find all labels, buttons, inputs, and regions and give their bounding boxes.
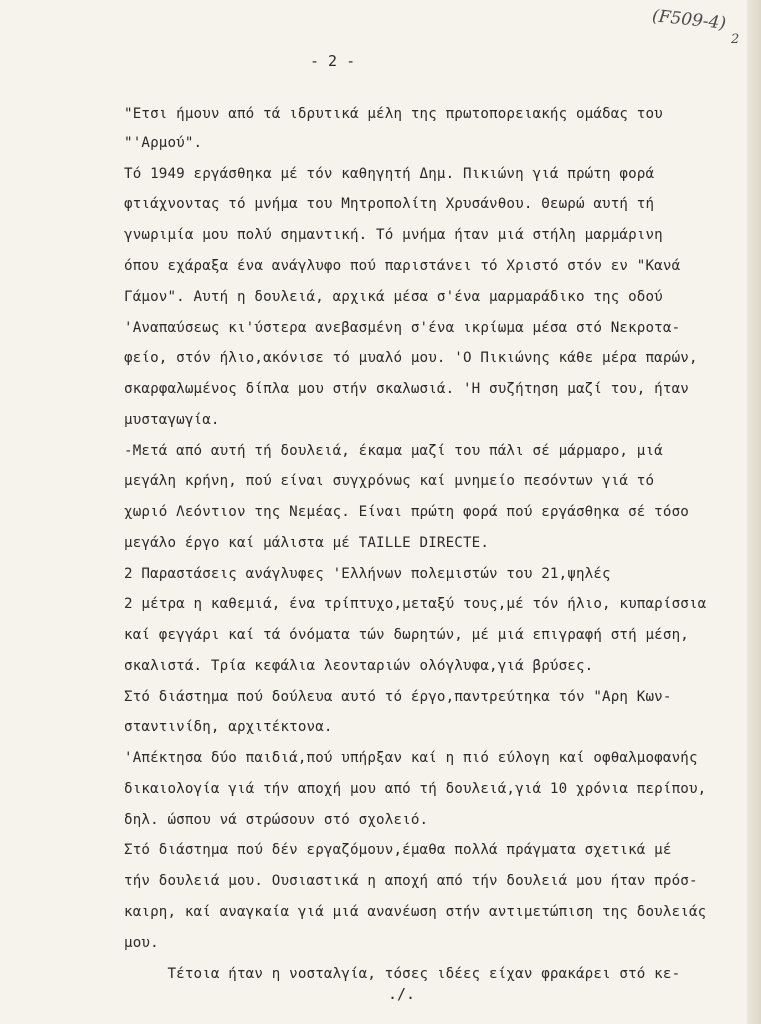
- text-line: μου.: [124, 935, 159, 951]
- text-line: σκαλιστά. Τρία κεφάλια λεονταριών ολόγλυφα,γιά βρύσες.: [124, 658, 594, 674]
- page-number: - 2 -: [310, 52, 356, 70]
- text-line: τήν δουλειά μου. Ουσιαστικά η αποχή από τήν δουλειά μου ήταν πρόσ-: [124, 873, 698, 889]
- text-line: 'Απέκτησα δύο παιδιά,πού υπήρξαν καί η πιό εύλογη καί οφθαλμοφανής: [124, 750, 698, 766]
- text-line: μυσταγωγία.: [124, 412, 220, 428]
- text-line: μεγάλο έργο καί μάλιστα μέ TAILLE DIRECTE.: [124, 535, 490, 551]
- text-line: χωριό Λεόντιον της Νεμέας. Είναι πρώτη φορά πού εργάσθηκα σέ τόσο: [124, 504, 689, 520]
- text-line: όπου εχάραξα ένα ανάγλυφο πού παριστάνει τό Χριστό στόν εν "Κανά: [124, 258, 681, 274]
- text-line: γνωριμία μου πολύ σημαντική. Τό μνήμα ήταν μιά στήλη μαρμάρινη: [124, 227, 663, 243]
- archive-code-annotation: (F509-4): [651, 6, 727, 34]
- text-line: καί φεγγάρι καί τά όνόματα τών δωρητών, μέ μιά επιγραφή στή μέση,: [124, 627, 689, 643]
- archive-subnumber-annotation: 2: [731, 32, 740, 47]
- text-line: "Ετσι ήμουν από τά ιδρυτικά μέλη της πρωτοπορειακής ομάδας του: [124, 106, 663, 122]
- text-line: "'Αρμού".: [124, 135, 203, 151]
- text-line: μεγάλη κρήνη, πού είναι συγχρόνως καί μνημείο πεσόντων γιά τό: [124, 473, 655, 489]
- text-line: Τό 1949 εργάσθηκα μέ τόν καθηγητή Δημ. Πικιώνη γιά πρώτη φορά: [124, 166, 655, 182]
- text-line: Στό διάστημα πού δέν εργαζόμουν,έμαθα πολλά πράγματα σχετικά μέ: [124, 842, 672, 858]
- text-line: δικαιολογία γιά τήν αποχή μου από τή δουλειά,γιά 10 χρόνια περίπου,: [124, 781, 707, 797]
- text-line: φείο, στόν ήλιο,ακόνισε τό μυαλό μου. 'Ο Πικιώνης κάθε μέρα παρών,: [124, 350, 698, 366]
- text-line: Γάμον". Αυτή η δουλειά, αρχικά μέσα σ'ένα μαρμαράδικο της οδού: [124, 289, 663, 305]
- text-line: σκαρφαλωμένος δίπλα μου στήν σκαλωσιά. 'Η συζήτηση μαζί του, ήταν: [124, 381, 689, 397]
- page-edge: [747, 0, 761, 1024]
- text-line: 2 Παραστάσεις ανάγλυφες 'Ελλήνων πολεμιστών του 21,ψηλές: [124, 566, 611, 582]
- text-line: σταντινίδη, αρχιτέκτονα.: [124, 719, 333, 735]
- text-line: 2 μέτρα η καθεμιά, ένα τρίπτυχο,μεταξύ τους,μέ τόν ήλιο, κυπαρίσσια: [124, 596, 707, 612]
- text-line: -Μετά από αυτή τή δουλειά, έκαμα μαζί του πάλι σέ μάρμαρο, μιά: [124, 443, 663, 459]
- text-line: 'Αναπαύσεως κι'ύστερα ανεβασμένη σ'ένα ικρίωμα μέσα στό Νεκροτα-: [124, 320, 681, 336]
- continuation-mark: ./.: [388, 985, 416, 1003]
- text-line: καιρη, καί αναγκαία γιά μιά ανανέωση στήν αντιμετώπιση της δουλειάς: [124, 904, 707, 920]
- text-line: φτιάχνοντας τό μνήμα του Μητροπολίτη Χρυσάνθου. Θεωρώ αυτή τή: [124, 196, 655, 212]
- text-line: Στό διάστημα πού δούλευα αυτό τό έργο,παντρεύτηκα τόν "Αρη Κων-: [124, 689, 672, 705]
- text-line: Τέτοια ήταν η νοσταλγία, τόσες ιδέες είχαν φρακάρει στό κε-: [124, 966, 681, 982]
- text-line: δηλ. ώσπου νά στρώσουν στό σχολειό.: [124, 812, 429, 828]
